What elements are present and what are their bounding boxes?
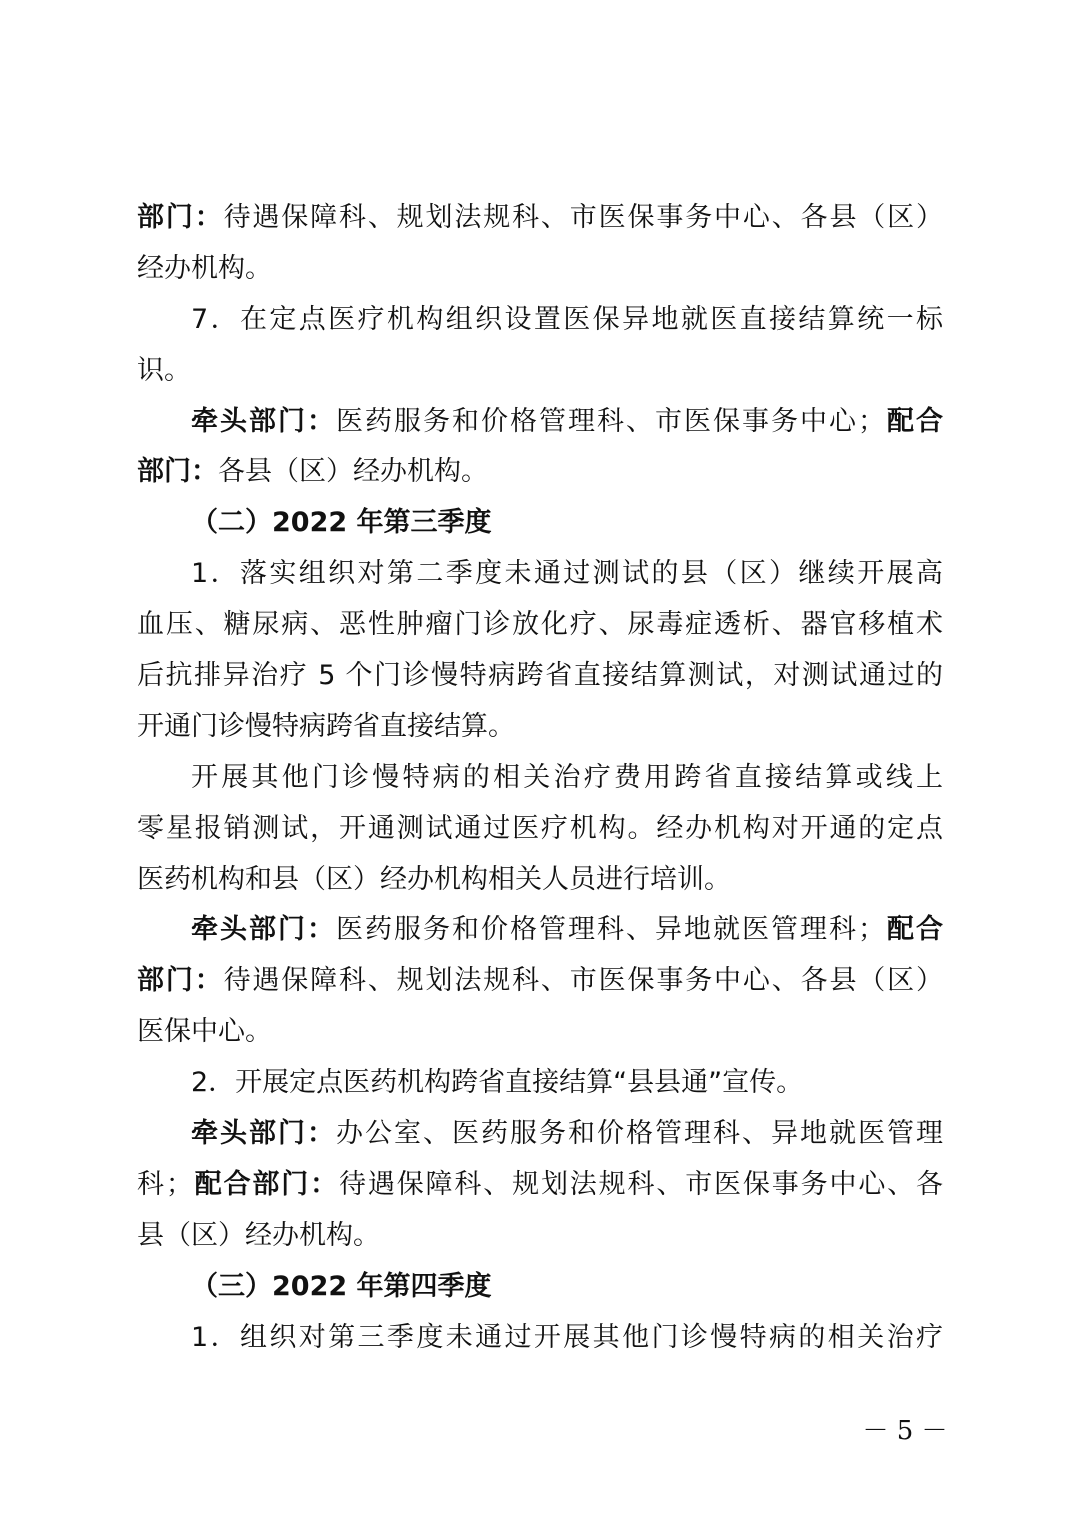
- label-coop: 配合: [885, 405, 943, 437]
- label-lead-dept: 牵头部门：: [191, 1118, 336, 1150]
- paragraph-line: [137, 447, 943, 498]
- paragraph-line: [137, 956, 943, 1007]
- paragraph-line: 后抗排异治疗 5 个门诊慢特病跨省直接结算测试，对测试通过的: [137, 660, 943, 692]
- paragraph-line: 血压、糖尿病、恶性肿瘤门诊放化疗、尿毒症透析、器官移植术: [137, 609, 943, 641]
- label-lead-dept: 牵头部门：: [191, 914, 336, 946]
- paragraph-line: 开展其他门诊慢特病的相关治疗费用跨省直接结算或线上: [191, 761, 943, 793]
- paragraph-line: 7．在定点医疗机构组织设置医保异地就医直接结算统一标: [191, 303, 943, 335]
- paragraph-line: 1．组织对第三季度未通过开展其他门诊慢特病的相关治疗: [191, 1321, 943, 1353]
- paragraph-line: [137, 905, 943, 956]
- paragraph-line: 开通门诊慢特病跨省直接结算。: [137, 710, 515, 742]
- paragraph-line: 县（区）经办机构。: [137, 1219, 380, 1251]
- label-coop: 配合: [885, 914, 943, 946]
- label-coop-dept: 配合部门：: [192, 1168, 339, 1200]
- label-dept: 部门：: [137, 456, 218, 488]
- label-dept: 部门：: [137, 965, 224, 997]
- paragraph-line: 1．落实组织对第二季度未通过测试的县（区）继续开展高: [191, 558, 943, 590]
- text: 医药服务和价格管理科、市医保事务中心；: [336, 405, 885, 437]
- paragraph-line: 医药机构和县（区）经办机构相关人员进行培训。: [137, 863, 731, 895]
- label-lead-dept: 牵头部门：: [191, 405, 336, 437]
- section-heading-q4: （三）2022 年第四季度: [191, 1270, 492, 1302]
- text: 医药服务和价格管理科、异地就医管理科；: [336, 914, 885, 946]
- text: 待遇保障科、规划法规科、市医保事务中心、各县（区）: [223, 965, 943, 997]
- paragraph-line: 医保中心。: [137, 1016, 272, 1048]
- paragraph-line: [137, 397, 943, 448]
- paragraph-line: 零星报销测试，开通测试通过医疗机构。经办机构对开通的定点: [137, 812, 943, 844]
- text: 办公室、医药服务和价格管理科、异地就医管理: [336, 1118, 943, 1150]
- paragraph-line: [137, 1160, 943, 1211]
- paragraph-line: 识。: [137, 354, 191, 386]
- section-heading-q3: （二）2022 年第三季度: [191, 507, 492, 539]
- text: 科；: [137, 1168, 193, 1200]
- text: 各县（区）经办机构。: [218, 456, 488, 488]
- text: 待遇保障科、规划法规科、市医保事务中心、各县（区）: [223, 202, 943, 233]
- page-number: － 5 －: [862, 1416, 948, 1446]
- paragraph-line: [137, 193, 943, 244]
- paragraph-line: [137, 1109, 943, 1160]
- label-dept: 部门：: [137, 202, 224, 233]
- document-body: [137, 193, 943, 1363]
- paragraph-line: 2．开展定点医药机构跨省直接结算“县县通”宣传。: [191, 1067, 804, 1099]
- text: 待遇保障科、规划法规科、市医保事务中心、各: [338, 1168, 943, 1200]
- paragraph-line: 经办机构。: [137, 252, 272, 284]
